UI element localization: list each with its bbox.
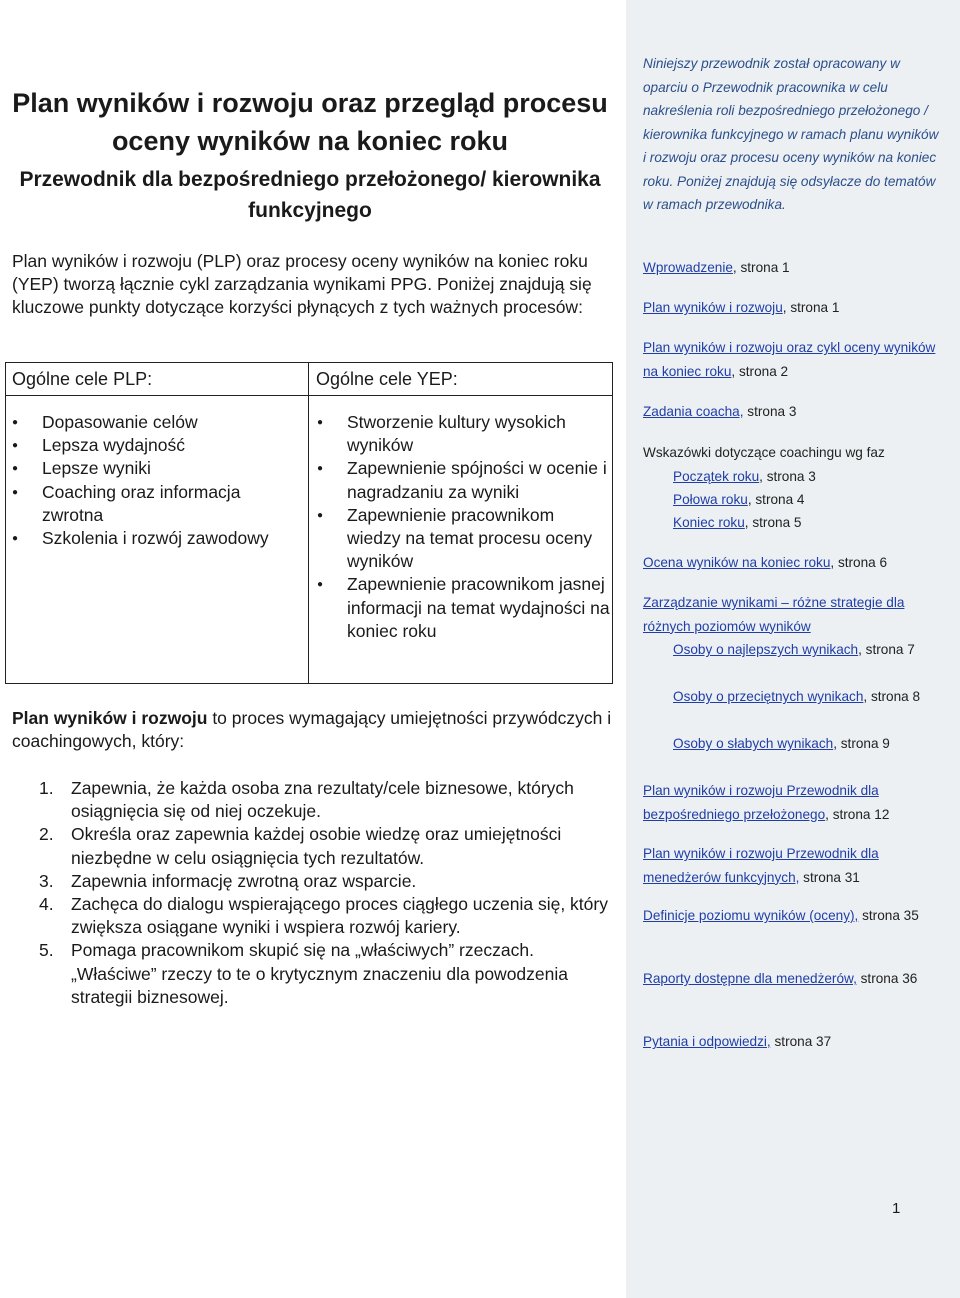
item-text: Zapewnia, że każda osoba zna rezultaty/cele biznesowe, których osiągnięcia się od niej oczekuje. — [71, 778, 574, 822]
document-title: Plan wyników i rozwoju oraz przegląd procesu oceny wyników na koniec roku — [12, 88, 608, 156]
list-item: ● Lepsze wyniki — [6, 457, 306, 480]
item-number: 4. — [39, 894, 54, 915]
toc-page: , strona 1 — [732, 260, 790, 275]
toc-page: , strona 3 — [759, 469, 816, 484]
toc-link[interactable]: Plan wyników i rozwoju oraz cykl oceny wyników na koniec roku — [643, 340, 936, 379]
table-rule-right — [308, 395, 612, 396]
list-item — [12, 939, 612, 1009]
plp-goals-header: Ogólne cele PLP: — [12, 369, 153, 389]
item-text: Zachęca do dialogu wspierającego proces ciągłego uczenia się, który zwiększa osiągane wyniki i wspiera rozwój kariery. — [71, 894, 608, 938]
toc-link[interactable]: Wprowadzenie — [643, 260, 733, 275]
item-text: Określa oraz zapewnia każdej osobie wiedzę oraz umiejętności niezbędne w celu osiągnięcia tych rezultatów. — [71, 824, 562, 868]
toc-item-najlepsze — [673, 638, 948, 662]
item-text: Zapewnia informację zwrotną oraz wsparcie. — [71, 870, 417, 891]
toc-link[interactable]: Osoby o słabych wynikach — [673, 736, 834, 751]
item-number: 2. — [39, 824, 54, 845]
toc-item-wskazowki: Wskazówki dotyczące coachingu wg faz — [643, 445, 885, 460]
list-item: ● Zapewnienie pracownikom wiedzy na temat procesu oceny wyników — [311, 504, 611, 574]
toc-item-definicje — [643, 904, 948, 928]
toc-item-przewodnik-menedzer — [643, 842, 948, 889]
toc-link[interactable]: Koniec roku — [673, 515, 745, 530]
toc-link[interactable]: Zadania coacha, — [643, 404, 744, 419]
toc-item-przewodnik-przelozony — [643, 779, 948, 826]
item-number: 3. — [39, 870, 54, 891]
list-item — [12, 777, 612, 823]
list-item: ● Szkolenia i rozwój zawodowy — [6, 527, 306, 550]
toc-page: , strona 8 — [863, 689, 921, 704]
toc-page: , strona 6 — [830, 555, 888, 570]
toc-item-plan — [643, 296, 948, 320]
toc-link[interactable]: Zarządzanie wynikami – różne strategie dla różnych poziomów wyników — [643, 595, 905, 634]
toc-item-przecietne — [673, 685, 948, 709]
list-item: ● Dopasowanie celów — [6, 411, 306, 434]
item-text: Pomaga pracownikom skupić się na „właściwych” rzeczach. „Właściwe” rzeczy to te o krytycznym znaczeniu dla powodzenia strategii biznesowej. — [71, 940, 568, 1007]
list-item: ● Lepsza wydajność — [6, 434, 306, 457]
toc-link[interactable]: Pytania i odpowiedzi, — [643, 1034, 771, 1049]
table-rule-left — [6, 395, 308, 396]
toc-link[interactable]: Definicje poziomu wyników (oceny), — [643, 908, 859, 923]
toc-link[interactable]: Plan wyników i rozwoju Przewodnik dla menedżerów funkcyjnych, — [643, 846, 879, 885]
toc-link[interactable]: Plan wyników i rozwoju — [643, 300, 783, 315]
toc-item-ocena — [643, 551, 948, 575]
toc-item-pytania — [643, 1030, 948, 1054]
toc-item-zarzadzanie — [643, 591, 948, 638]
plp-bold-term: Plan wyników i rozwoju — [12, 708, 208, 728]
toc-link[interactable]: Początek roku — [673, 469, 760, 484]
list-item — [12, 823, 612, 869]
toc-page: , strona 9 — [833, 736, 890, 751]
toc-item-koniec — [673, 511, 948, 535]
toc-link[interactable]: Osoby o przeciętnych wynikach — [673, 689, 864, 704]
list-item — [12, 870, 612, 893]
sidebar-intro: Niniejszy przewodnik został opracowany w oparciu o Przewodnik pracownika w celu nakreślenia roli bezpośredniego przełożonego / kierownika funkcyjnego w ramach planu wyników i rozwoju oraz procesu oceny wyników na koniec roku. Poniżej znajdują się odsyłacze do tematów w ramach przewodnika. — [643, 56, 939, 212]
page-number: 1 — [892, 1200, 901, 1217]
item-number: 5. — [39, 940, 54, 961]
plp-goals-list — [6, 411, 306, 550]
toc-page: , strona 2 — [731, 363, 789, 379]
toc-item-poczatek — [673, 465, 948, 489]
table-divider — [308, 363, 309, 683]
list-item: ● Coaching oraz informacja zwrotna — [6, 481, 306, 527]
toc-link[interactable]: Połowa roku — [673, 492, 748, 507]
toc-page: strona 3 — [743, 404, 797, 419]
toc-item-wprowadzenie — [643, 256, 948, 280]
list-item: ● Zapewnienie pracownikom jasnej informacji na temat wydajności na koniec roku — [311, 573, 611, 643]
plp-numbered-list — [12, 777, 612, 1009]
toc-page: , strona 1 — [782, 300, 840, 315]
list-item — [12, 893, 612, 939]
toc-link[interactable]: Plan wyników i rozwoju Przewodnik dla bezpośredniego przełożonego — [643, 783, 879, 822]
toc-page: , strona 4 — [747, 492, 805, 507]
list-item: ● Zapewnienie spójności w ocenie i nagradzaniu za wyniki — [311, 457, 611, 503]
plp-description-text: to proces wymagający umiejętności przywódczych i coachingowych, który: — [12, 708, 612, 752]
toc-page: , strona 5 — [744, 515, 802, 530]
toc-link[interactable]: Osoby o najlepszych wynikach — [673, 642, 859, 657]
toc-page: strona 36 — [856, 971, 918, 986]
toc-page: , strona 12 — [825, 806, 890, 822]
toc-link[interactable]: Raporty dostępne dla menedżerów, — [643, 971, 857, 986]
toc-item-zadania — [643, 400, 948, 424]
toc-item-polowa — [673, 488, 948, 512]
plp-description — [12, 707, 612, 753]
toc-page: strona 35 — [858, 908, 919, 923]
item-number: 1. — [39, 778, 54, 798]
toc-item-cykl — [643, 336, 948, 383]
document-subtitle: Przewodnik dla bezpośredniego przełożonego/ kierownika funkcyjnego — [19, 168, 601, 222]
toc-page: strona 37 — [770, 1034, 832, 1049]
yep-goals-list — [311, 411, 611, 643]
toc-page: , strona 7 — [858, 642, 915, 657]
list-item: ● Stworzenie kultury wysokich wyników — [311, 411, 611, 457]
intro-paragraph: Plan wyników i rozwoju (PLP) oraz procesy oceny wyników na koniec roku (YEP) tworzą łącznie cykl zarządzania wynikami PPG. Poniżej znajdują się kluczowe punkty dotyczące korzyści płynących z tych ważnych procesów: — [12, 251, 592, 318]
toc-page: strona 31 — [799, 869, 860, 885]
sidebar — [626, 0, 960, 1298]
toc-item-slabe — [673, 732, 948, 756]
yep-goals-header: Ogólne cele YEP: — [316, 369, 458, 389]
toc-link[interactable]: Ocena wyników na koniec roku — [643, 555, 831, 570]
goals-table — [5, 362, 613, 684]
toc-item-raporty — [643, 967, 948, 991]
